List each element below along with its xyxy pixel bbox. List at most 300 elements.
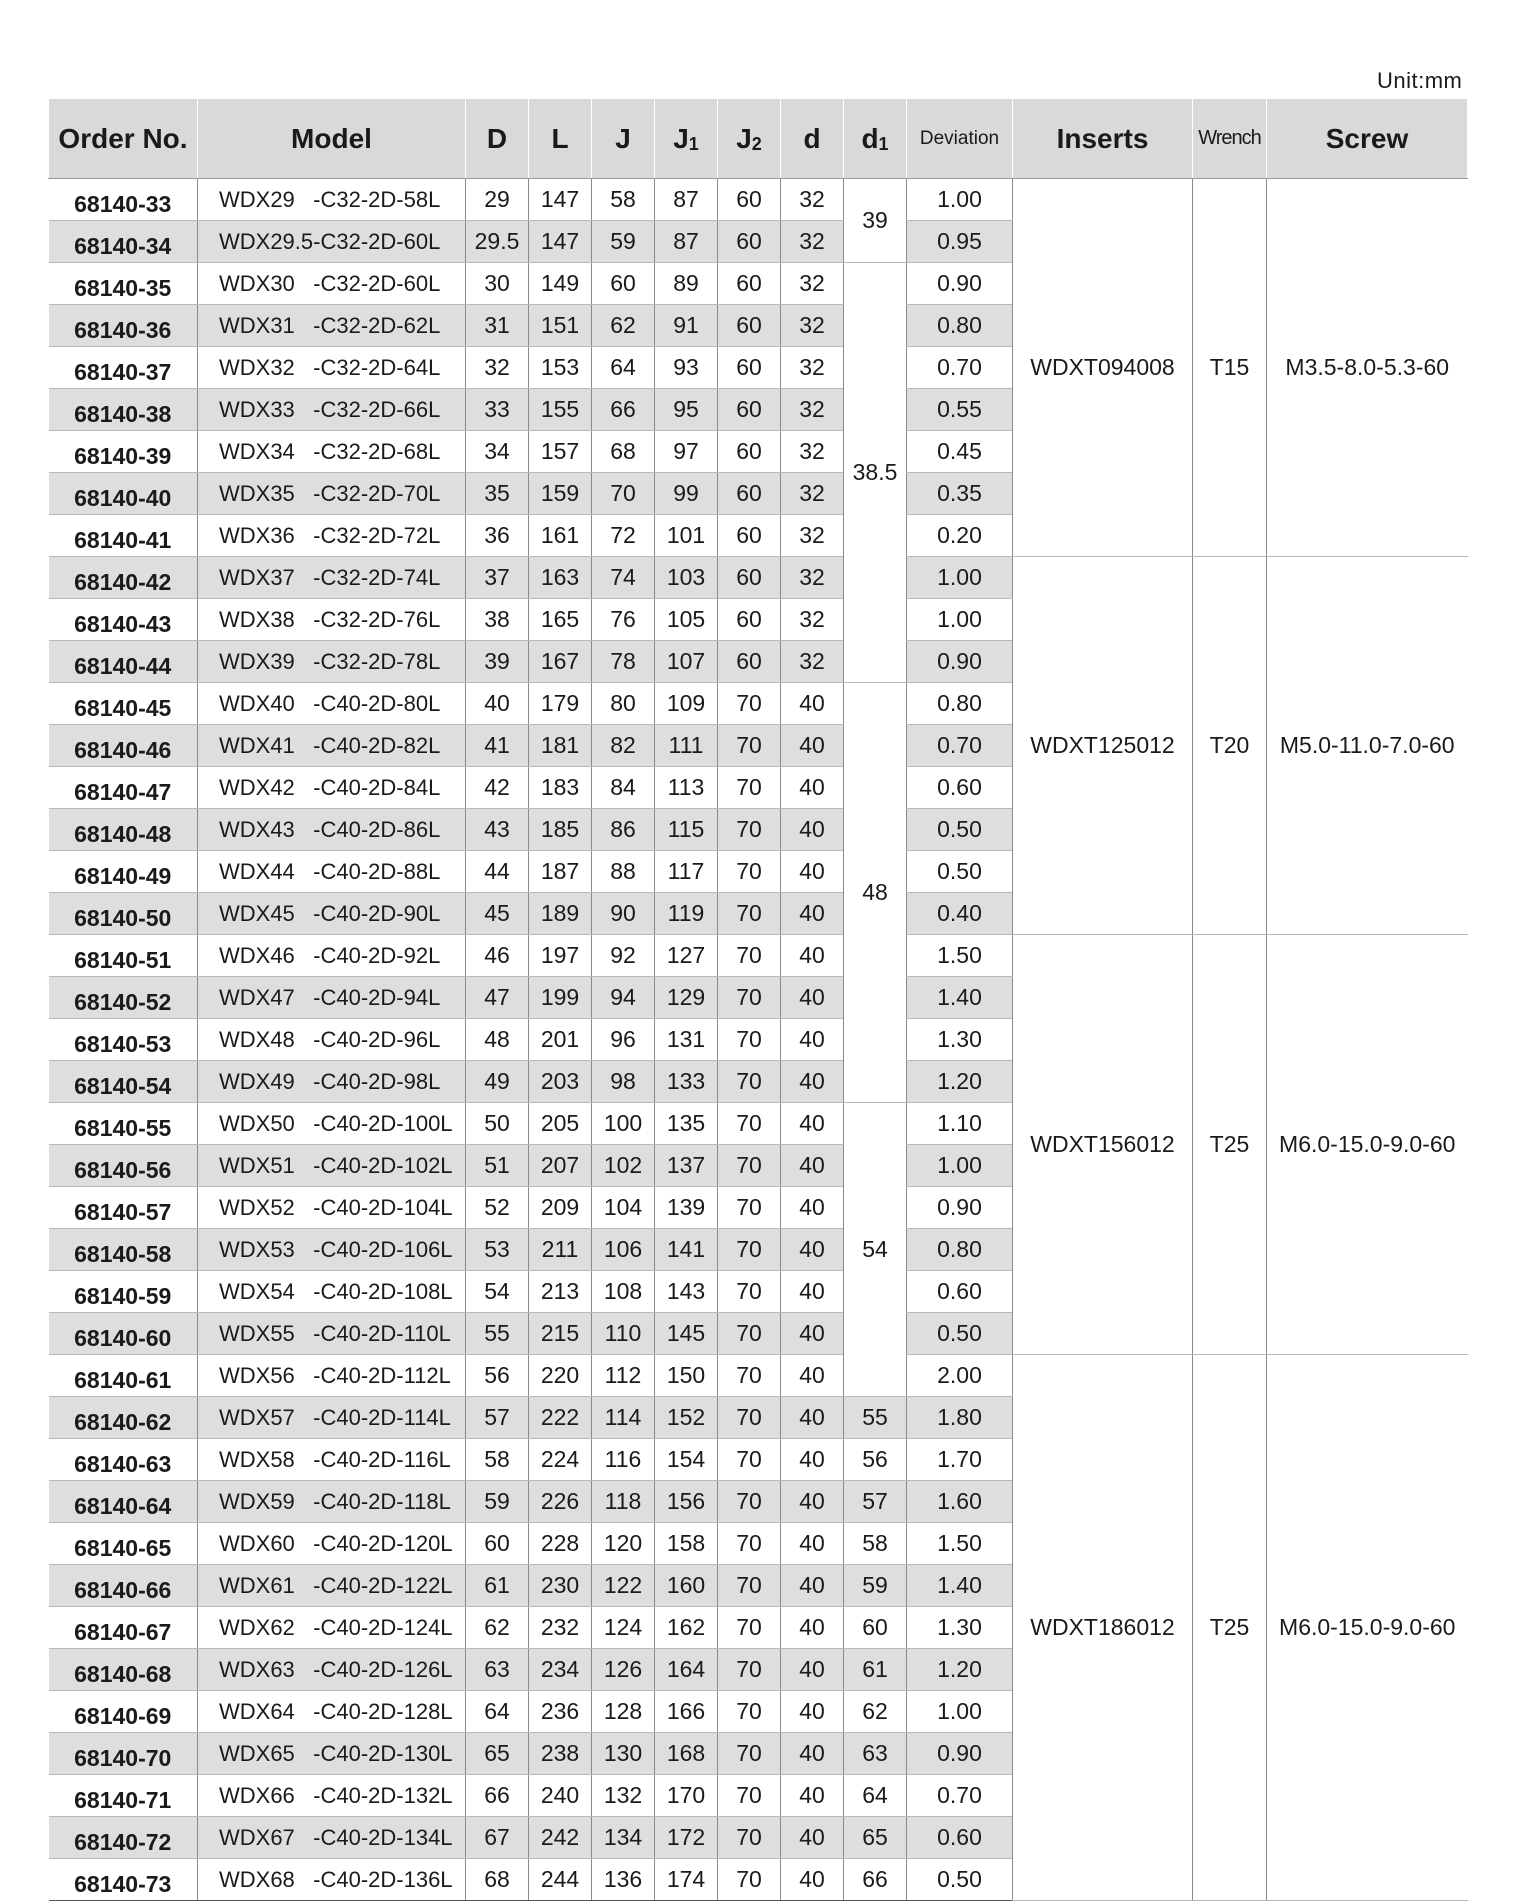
- model-cell: WDX50 -C40-2D-100L: [198, 1103, 466, 1145]
- J2-cell: 70: [718, 1355, 781, 1397]
- J1-cell: 97: [655, 431, 718, 473]
- order-number-cell: 68140-47: [49, 767, 198, 809]
- J2-cell: 70: [718, 1859, 781, 1901]
- model-cell: WDX63 -C40-2D-126L: [198, 1649, 466, 1691]
- J2-cell: 70: [718, 1649, 781, 1691]
- model-cell: WDX61 -C40-2D-122L: [198, 1565, 466, 1607]
- J2-cell: 60: [718, 515, 781, 557]
- deviation-cell: 1.20: [907, 1061, 1013, 1103]
- d-cell: 40: [781, 1607, 844, 1649]
- D-cell: 48: [466, 1019, 529, 1061]
- d-cell: 40: [781, 1313, 844, 1355]
- deviation-cell: 1.50: [907, 935, 1013, 977]
- header-J1: [655, 99, 718, 179]
- model-cell: WDX29 -C32-2D-58L: [198, 179, 466, 221]
- order-number-cell: 68140-68: [49, 1649, 198, 1691]
- J1-cell: 166: [655, 1691, 718, 1733]
- J-cell: 68: [592, 431, 655, 473]
- D-cell: 63: [466, 1649, 529, 1691]
- L-cell: 155: [529, 389, 592, 431]
- D-cell: 51: [466, 1145, 529, 1187]
- J1-cell: 87: [655, 221, 718, 263]
- L-cell: 207: [529, 1145, 592, 1187]
- spec-table: [48, 99, 1468, 1901]
- D-cell: 42: [466, 767, 529, 809]
- D-cell: 47: [466, 977, 529, 1019]
- deviation-cell: 1.00: [907, 1145, 1013, 1187]
- header-model: Model: [198, 99, 466, 179]
- L-cell: 161: [529, 515, 592, 557]
- deviation-cell: 0.20: [907, 515, 1013, 557]
- L-cell: 147: [529, 221, 592, 263]
- J-cell: 96: [592, 1019, 655, 1061]
- D-cell: 38: [466, 599, 529, 641]
- d1-cell: 55: [844, 1397, 907, 1439]
- L-cell: 157: [529, 431, 592, 473]
- deviation-cell: 0.70: [907, 1775, 1013, 1817]
- J1-cell: 154: [655, 1439, 718, 1481]
- J1-cell: 109: [655, 683, 718, 725]
- d1-cell: 48: [844, 683, 907, 1103]
- model-cell: WDX66 -C40-2D-132L: [198, 1775, 466, 1817]
- order-number-cell: 68140-38: [49, 389, 198, 431]
- d1-cell: 65: [844, 1817, 907, 1859]
- L-cell: 242: [529, 1817, 592, 1859]
- model-cell: WDX65 -C40-2D-130L: [198, 1733, 466, 1775]
- order-number-cell: 68140-62: [49, 1397, 198, 1439]
- d-cell: 32: [781, 305, 844, 347]
- J2-cell: 70: [718, 1019, 781, 1061]
- header-L: L: [529, 99, 592, 179]
- J-cell: 100: [592, 1103, 655, 1145]
- L-cell: 238: [529, 1733, 592, 1775]
- d-cell: 32: [781, 389, 844, 431]
- J2-cell: 70: [718, 1691, 781, 1733]
- table-row: [49, 179, 1468, 221]
- model-cell: WDX30 -C32-2D-60L: [198, 263, 466, 305]
- model-cell: WDX33 -C32-2D-66L: [198, 389, 466, 431]
- model-cell: WDX36 -C32-2D-72L: [198, 515, 466, 557]
- J1-cell: 137: [655, 1145, 718, 1187]
- d-cell: 40: [781, 1649, 844, 1691]
- J-cell: 116: [592, 1439, 655, 1481]
- d-cell: 40: [781, 1061, 844, 1103]
- J-cell: 126: [592, 1649, 655, 1691]
- D-cell: 65: [466, 1733, 529, 1775]
- J2-cell: 60: [718, 431, 781, 473]
- J2-cell: 70: [718, 809, 781, 851]
- order-number-cell: 68140-69: [49, 1691, 198, 1733]
- J1-cell: 101: [655, 515, 718, 557]
- D-cell: 64: [466, 1691, 529, 1733]
- deviation-cell: 0.80: [907, 1229, 1013, 1271]
- d-cell: 40: [781, 1397, 844, 1439]
- J2-cell: 60: [718, 389, 781, 431]
- J2-cell: 70: [718, 1397, 781, 1439]
- order-number-cell: 68140-58: [49, 1229, 198, 1271]
- d-cell: 32: [781, 557, 844, 599]
- J2-cell: 70: [718, 851, 781, 893]
- J1-cell: 91: [655, 305, 718, 347]
- J1-cell: 87: [655, 179, 718, 221]
- wrench-cell: T15: [1193, 179, 1267, 557]
- order-number-cell: 68140-72: [49, 1817, 198, 1859]
- J1-cell: 150: [655, 1355, 718, 1397]
- L-cell: 240: [529, 1775, 592, 1817]
- order-number-cell: 68140-50: [49, 893, 198, 935]
- deviation-cell: 1.60: [907, 1481, 1013, 1523]
- D-cell: 49: [466, 1061, 529, 1103]
- deviation-cell: 2.00: [907, 1355, 1013, 1397]
- model-cell: WDX48 -C40-2D-96L: [198, 1019, 466, 1061]
- d-cell: 32: [781, 515, 844, 557]
- model-cell: WDX34 -C32-2D-68L: [198, 431, 466, 473]
- J1-cell: 131: [655, 1019, 718, 1061]
- model-cell: WDX56 -C40-2D-112L: [198, 1355, 466, 1397]
- order-number-cell: 68140-53: [49, 1019, 198, 1061]
- L-cell: 201: [529, 1019, 592, 1061]
- deviation-cell: 0.90: [907, 1733, 1013, 1775]
- d1-cell: 61: [844, 1649, 907, 1691]
- d-cell: 32: [781, 221, 844, 263]
- J2-cell: 60: [718, 473, 781, 515]
- d-cell: 40: [781, 1565, 844, 1607]
- J-cell: 136: [592, 1859, 655, 1901]
- J-cell: 60: [592, 263, 655, 305]
- J2-cell: 70: [718, 1103, 781, 1145]
- header-wrench: Wrench: [1193, 99, 1267, 179]
- model-cell: WDX52 -C40-2D-104L: [198, 1187, 466, 1229]
- model-cell: WDX68 -C40-2D-136L: [198, 1859, 466, 1901]
- J2-cell: 70: [718, 1481, 781, 1523]
- deviation-cell: 1.00: [907, 599, 1013, 641]
- inserts-cell: WDXT125012: [1013, 557, 1193, 935]
- J-cell: 82: [592, 725, 655, 767]
- J-cell: 59: [592, 221, 655, 263]
- J1-cell: 89: [655, 263, 718, 305]
- deviation-cell: 0.80: [907, 683, 1013, 725]
- J2-cell: 70: [718, 1271, 781, 1313]
- header-J2-sub: 2: [751, 133, 762, 154]
- order-number-cell: 68140-43: [49, 599, 198, 641]
- order-number-cell: 68140-37: [49, 347, 198, 389]
- deviation-cell: 0.55: [907, 389, 1013, 431]
- model-cell: WDX60 -C40-2D-120L: [198, 1523, 466, 1565]
- d-cell: 40: [781, 725, 844, 767]
- screw-cell: M5.0-11.0-7.0-60: [1267, 557, 1468, 935]
- d-cell: 40: [781, 977, 844, 1019]
- J-cell: 108: [592, 1271, 655, 1313]
- J-cell: 86: [592, 809, 655, 851]
- J1-cell: 103: [655, 557, 718, 599]
- J-cell: 98: [592, 1061, 655, 1103]
- J1-cell: 168: [655, 1733, 718, 1775]
- D-cell: 61: [466, 1565, 529, 1607]
- J1-cell: 164: [655, 1649, 718, 1691]
- D-cell: 67: [466, 1817, 529, 1859]
- J2-cell: 70: [718, 683, 781, 725]
- D-cell: 55: [466, 1313, 529, 1355]
- L-cell: 209: [529, 1187, 592, 1229]
- inserts-cell: WDXT156012: [1013, 935, 1193, 1355]
- model-cell: WDX57 -C40-2D-114L: [198, 1397, 466, 1439]
- J1-cell: 95: [655, 389, 718, 431]
- order-number-cell: 68140-44: [49, 641, 198, 683]
- model-cell: WDX59 -C40-2D-118L: [198, 1481, 466, 1523]
- d-cell: 40: [781, 1523, 844, 1565]
- order-number-cell: 68140-51: [49, 935, 198, 977]
- deviation-cell: 1.80: [907, 1397, 1013, 1439]
- model-cell: WDX58 -C40-2D-116L: [198, 1439, 466, 1481]
- wrench-cell: T25: [1193, 935, 1267, 1355]
- J1-cell: 133: [655, 1061, 718, 1103]
- D-cell: 66: [466, 1775, 529, 1817]
- model-cell: WDX39 -C32-2D-78L: [198, 641, 466, 683]
- D-cell: 33: [466, 389, 529, 431]
- header-J1-sub: 1: [688, 133, 699, 154]
- L-cell: 179: [529, 683, 592, 725]
- order-number-cell: 68140-33: [49, 179, 198, 221]
- L-cell: 232: [529, 1607, 592, 1649]
- L-cell: 234: [529, 1649, 592, 1691]
- J-cell: 112: [592, 1355, 655, 1397]
- J-cell: 76: [592, 599, 655, 641]
- J2-cell: 70: [718, 1439, 781, 1481]
- deviation-cell: 1.30: [907, 1607, 1013, 1649]
- order-number-cell: 68140-42: [49, 557, 198, 599]
- header-D: D: [466, 99, 529, 179]
- order-number-cell: 68140-39: [49, 431, 198, 473]
- J2-cell: 70: [718, 1229, 781, 1271]
- order-number-cell: 68140-57: [49, 1187, 198, 1229]
- screw-cell: M6.0-15.0-9.0-60: [1267, 1355, 1468, 1901]
- d-cell: 32: [781, 473, 844, 515]
- J1-cell: 113: [655, 767, 718, 809]
- J-cell: 62: [592, 305, 655, 347]
- order-number-cell: 68140-64: [49, 1481, 198, 1523]
- screw-cell: M6.0-15.0-9.0-60: [1267, 935, 1468, 1355]
- J2-cell: 70: [718, 935, 781, 977]
- J2-cell: 70: [718, 1313, 781, 1355]
- J2-cell: 70: [718, 725, 781, 767]
- J2-cell: 60: [718, 305, 781, 347]
- d-cell: 40: [781, 1775, 844, 1817]
- model-cell: WDX38 -C32-2D-76L: [198, 599, 466, 641]
- model-cell: WDX62 -C40-2D-124L: [198, 1607, 466, 1649]
- deviation-cell: 0.70: [907, 347, 1013, 389]
- order-number-cell: 68140-54: [49, 1061, 198, 1103]
- order-number-cell: 68140-34: [49, 221, 198, 263]
- J-cell: 78: [592, 641, 655, 683]
- wrench-cell: T20: [1193, 557, 1267, 935]
- order-number-cell: 68140-52: [49, 977, 198, 1019]
- J1-cell: 127: [655, 935, 718, 977]
- J-cell: 94: [592, 977, 655, 1019]
- header-inserts: Inserts: [1013, 99, 1193, 179]
- d-cell: 32: [781, 347, 844, 389]
- d-cell: 40: [781, 1733, 844, 1775]
- J2-cell: 70: [718, 767, 781, 809]
- deviation-cell: 0.50: [907, 1313, 1013, 1355]
- model-cell: WDX42 -C40-2D-84L: [198, 767, 466, 809]
- order-number-cell: 68140-73: [49, 1859, 198, 1901]
- order-number-cell: 68140-63: [49, 1439, 198, 1481]
- J-cell: 132: [592, 1775, 655, 1817]
- order-number-cell: 68140-48: [49, 809, 198, 851]
- d-cell: 40: [781, 1145, 844, 1187]
- d1-cell: 57: [844, 1481, 907, 1523]
- header-deviation: Deviation: [907, 99, 1013, 179]
- order-number-cell: 68140-49: [49, 851, 198, 893]
- J-cell: 80: [592, 683, 655, 725]
- L-cell: 230: [529, 1565, 592, 1607]
- model-cell: WDX53 -C40-2D-106L: [198, 1229, 466, 1271]
- d-cell: 32: [781, 641, 844, 683]
- d1-cell: 54: [844, 1103, 907, 1397]
- L-cell: 213: [529, 1271, 592, 1313]
- deviation-cell: 1.30: [907, 1019, 1013, 1061]
- J1-cell: 174: [655, 1859, 718, 1901]
- d-cell: 40: [781, 1355, 844, 1397]
- D-cell: 68: [466, 1859, 529, 1901]
- J2-cell: 70: [718, 1523, 781, 1565]
- d-cell: 40: [781, 767, 844, 809]
- J1-cell: 145: [655, 1313, 718, 1355]
- table-header: [49, 99, 1468, 179]
- L-cell: 220: [529, 1355, 592, 1397]
- d-cell: 40: [781, 851, 844, 893]
- J2-cell: 60: [718, 179, 781, 221]
- model-cell: WDX44 -C40-2D-88L: [198, 851, 466, 893]
- L-cell: 187: [529, 851, 592, 893]
- d-cell: 40: [781, 1103, 844, 1145]
- table-body: [49, 179, 1468, 1901]
- D-cell: 36: [466, 515, 529, 557]
- J-cell: 128: [592, 1691, 655, 1733]
- J-cell: 110: [592, 1313, 655, 1355]
- d-cell: 40: [781, 935, 844, 977]
- L-cell: 224: [529, 1439, 592, 1481]
- L-cell: 167: [529, 641, 592, 683]
- L-cell: 147: [529, 179, 592, 221]
- header-J1-main: J: [673, 122, 689, 154]
- deviation-cell: 0.50: [907, 851, 1013, 893]
- d-cell: 40: [781, 1229, 844, 1271]
- d-cell: 32: [781, 179, 844, 221]
- d-cell: 40: [781, 1817, 844, 1859]
- d-cell: 40: [781, 1019, 844, 1061]
- d-cell: 40: [781, 893, 844, 935]
- deviation-cell: 1.70: [907, 1439, 1013, 1481]
- deviation-cell: 0.60: [907, 1271, 1013, 1313]
- J-cell: 122: [592, 1565, 655, 1607]
- d1-cell: 39: [844, 179, 907, 263]
- J-cell: 58: [592, 179, 655, 221]
- L-cell: 244: [529, 1859, 592, 1901]
- J1-cell: 93: [655, 347, 718, 389]
- L-cell: 226: [529, 1481, 592, 1523]
- header-screw: Screw: [1267, 99, 1468, 179]
- header-J: J: [592, 99, 655, 179]
- J-cell: 114: [592, 1397, 655, 1439]
- J-cell: 84: [592, 767, 655, 809]
- model-cell: WDX64 -C40-2D-128L: [198, 1691, 466, 1733]
- J-cell: 124: [592, 1607, 655, 1649]
- J1-cell: 111: [655, 725, 718, 767]
- deviation-cell: 1.00: [907, 179, 1013, 221]
- J1-cell: 117: [655, 851, 718, 893]
- J1-cell: 170: [655, 1775, 718, 1817]
- deviation-cell: 0.90: [907, 1187, 1013, 1229]
- J1-cell: 160: [655, 1565, 718, 1607]
- D-cell: 56: [466, 1355, 529, 1397]
- J2-cell: 60: [718, 221, 781, 263]
- J-cell: 102: [592, 1145, 655, 1187]
- d1-cell: 56: [844, 1439, 907, 1481]
- order-number-cell: 68140-56: [49, 1145, 198, 1187]
- L-cell: 181: [529, 725, 592, 767]
- d1-cell: 60: [844, 1607, 907, 1649]
- J2-cell: 70: [718, 1817, 781, 1859]
- J1-cell: 129: [655, 977, 718, 1019]
- D-cell: 37: [466, 557, 529, 599]
- d-cell: 40: [781, 809, 844, 851]
- d1-cell: 62: [844, 1691, 907, 1733]
- deviation-cell: 0.90: [907, 263, 1013, 305]
- L-cell: 189: [529, 893, 592, 935]
- deviation-cell: 0.50: [907, 1859, 1013, 1901]
- L-cell: 203: [529, 1061, 592, 1103]
- L-cell: 228: [529, 1523, 592, 1565]
- table-row: [49, 1355, 1468, 1397]
- order-number-cell: 68140-71: [49, 1775, 198, 1817]
- model-cell: WDX55 -C40-2D-110L: [198, 1313, 466, 1355]
- D-cell: 59: [466, 1481, 529, 1523]
- L-cell: 185: [529, 809, 592, 851]
- deviation-cell: 0.60: [907, 1817, 1013, 1859]
- J2-cell: 60: [718, 347, 781, 389]
- J2-cell: 70: [718, 1775, 781, 1817]
- inserts-cell: WDXT186012: [1013, 1355, 1193, 1901]
- J2-cell: 70: [718, 1607, 781, 1649]
- J-cell: 66: [592, 389, 655, 431]
- d1-cell: 59: [844, 1565, 907, 1607]
- J-cell: 88: [592, 851, 655, 893]
- J-cell: 64: [592, 347, 655, 389]
- J-cell: 90: [592, 893, 655, 935]
- model-cell: WDX45 -C40-2D-90L: [198, 893, 466, 935]
- D-cell: 45: [466, 893, 529, 935]
- L-cell: 183: [529, 767, 592, 809]
- header-J2: [718, 99, 781, 179]
- header-d: d: [781, 99, 844, 179]
- J1-cell: 105: [655, 599, 718, 641]
- deviation-cell: 0.40: [907, 893, 1013, 935]
- D-cell: 58: [466, 1439, 529, 1481]
- d1-cell: 63: [844, 1733, 907, 1775]
- order-number-cell: 68140-67: [49, 1607, 198, 1649]
- J1-cell: 141: [655, 1229, 718, 1271]
- deviation-cell: 0.35: [907, 473, 1013, 515]
- deviation-cell: 1.40: [907, 1565, 1013, 1607]
- L-cell: 211: [529, 1229, 592, 1271]
- deviation-cell: 0.45: [907, 431, 1013, 473]
- d-cell: 40: [781, 1439, 844, 1481]
- model-cell: WDX40 -C40-2D-80L: [198, 683, 466, 725]
- d-cell: 32: [781, 599, 844, 641]
- J1-cell: 152: [655, 1397, 718, 1439]
- order-number-cell: 68140-65: [49, 1523, 198, 1565]
